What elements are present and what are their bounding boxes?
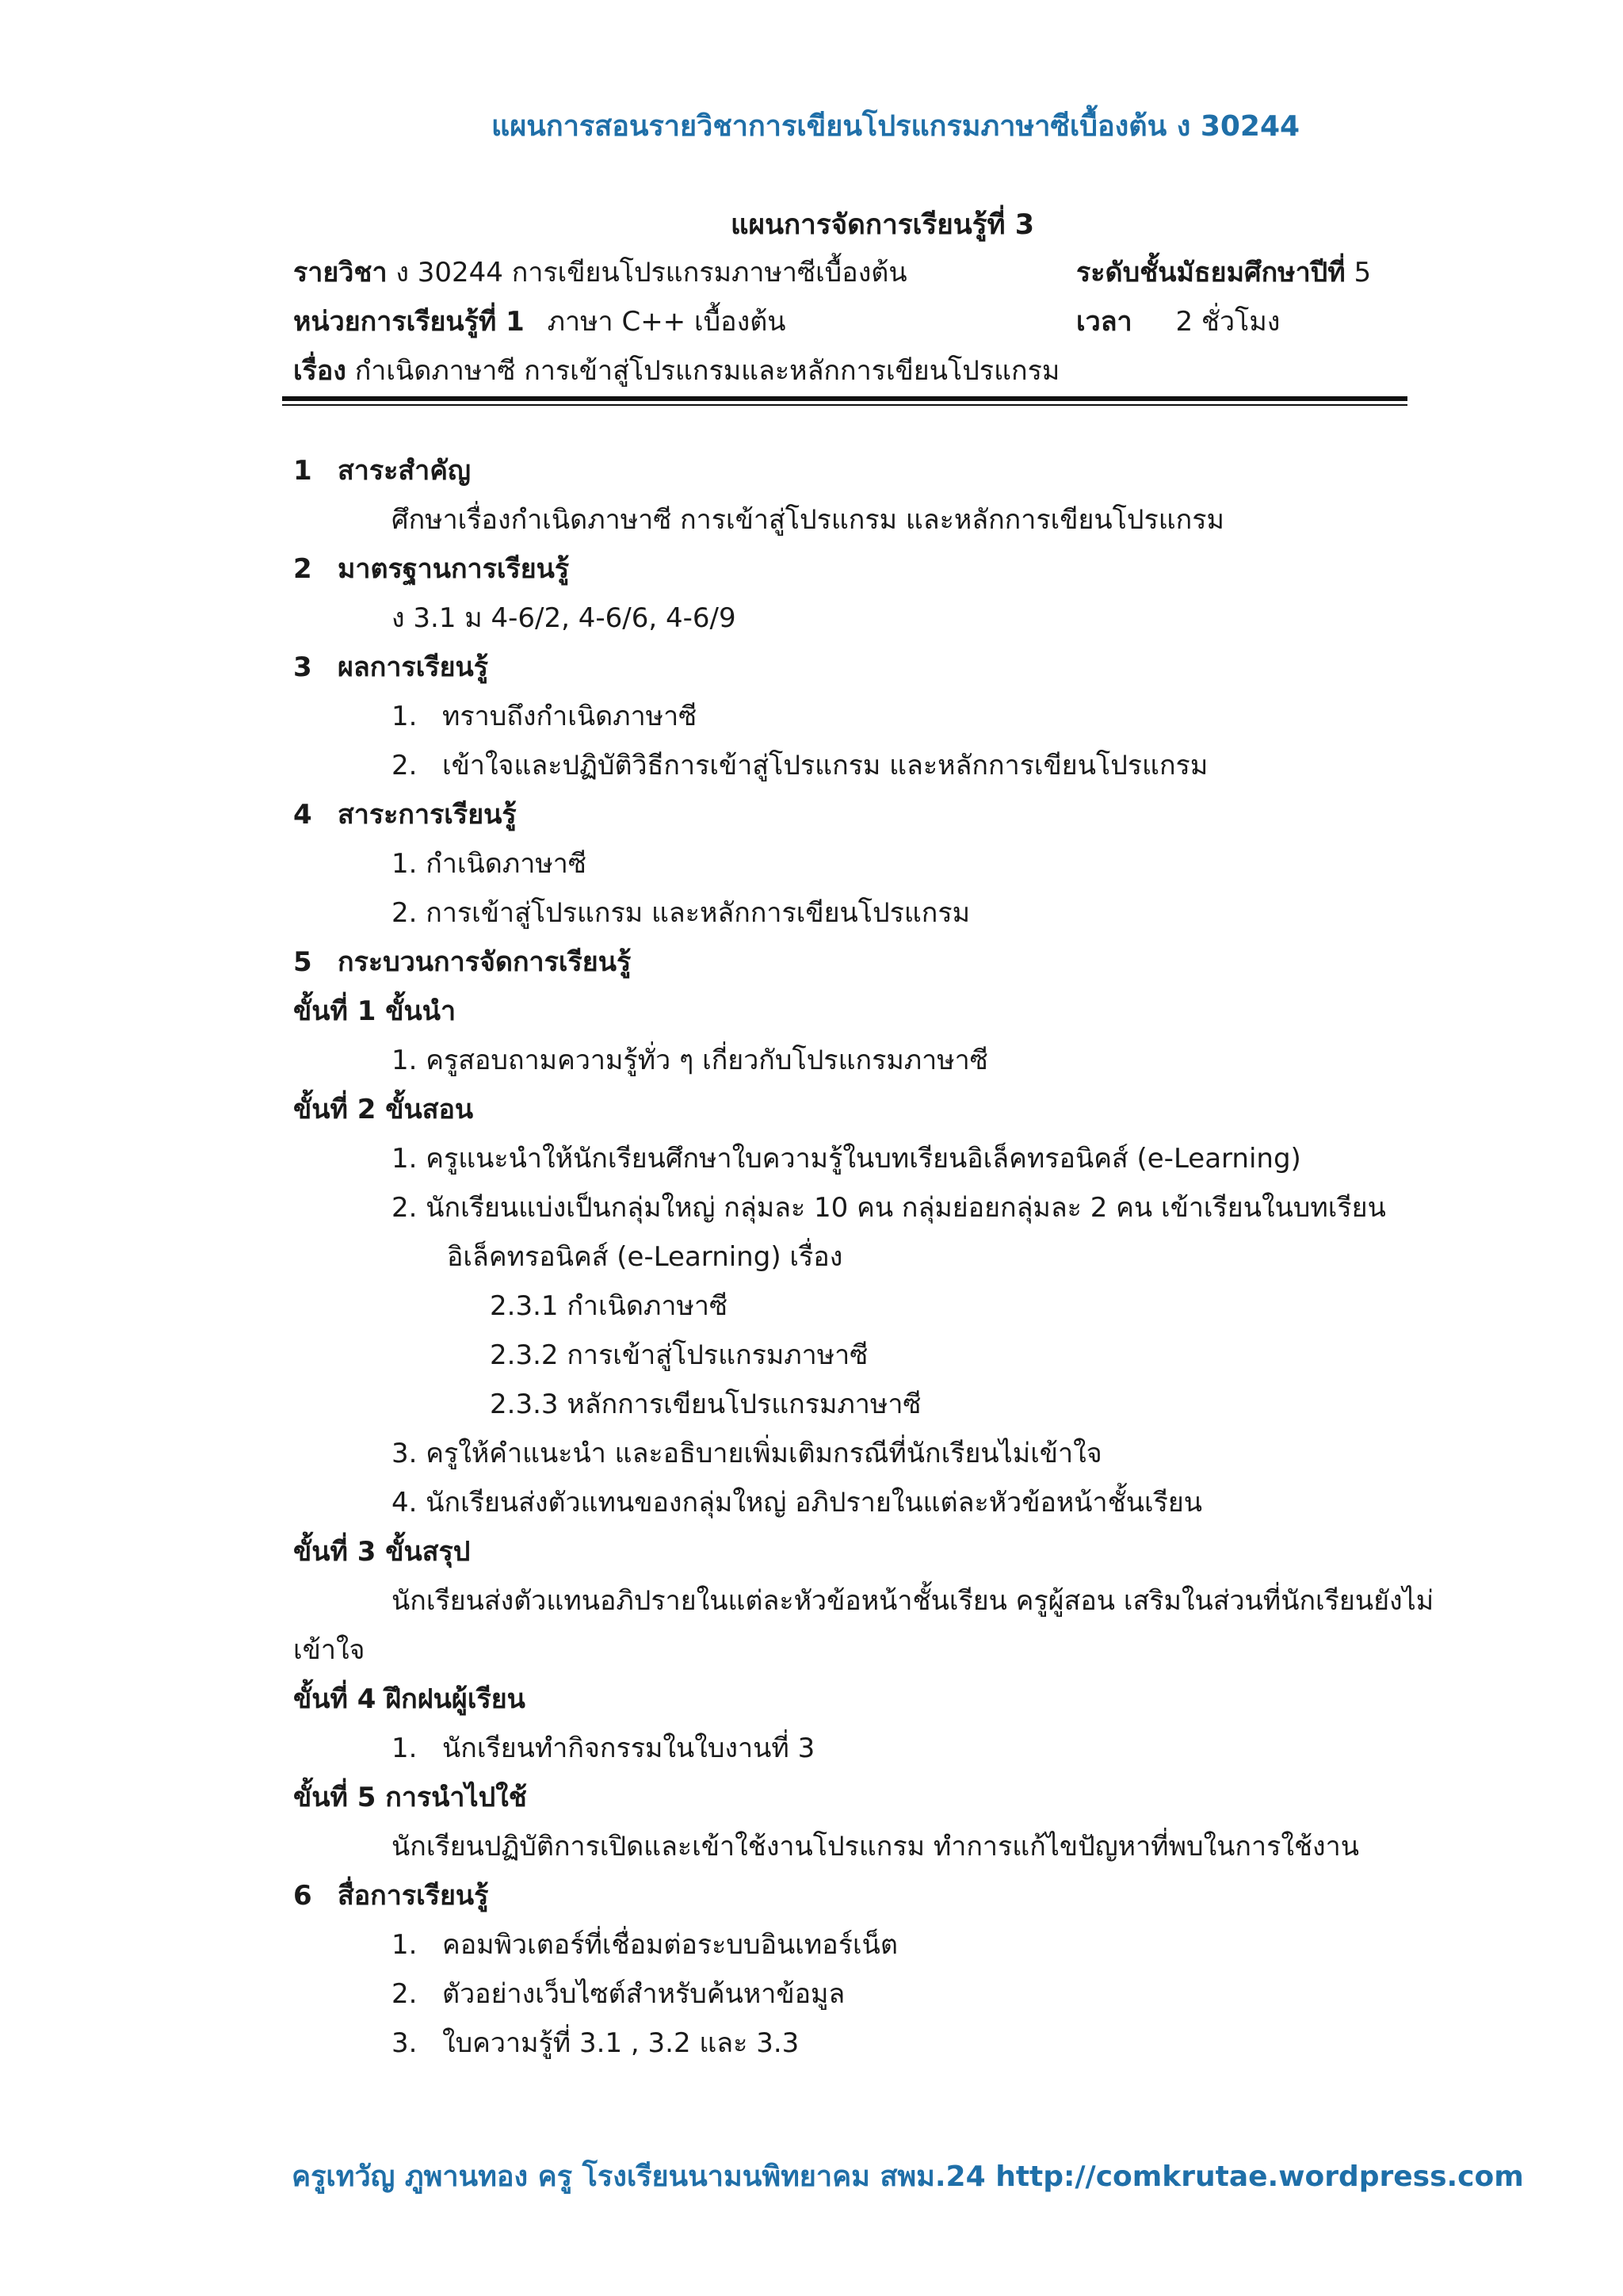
sub-list-item: 2.3.3 หลักการเขียนโปรแกรมภาษาซี (490, 1389, 922, 1420)
sub-list-item: 2.3.2 การเข้าสู่โปรแกรมภาษาซี (490, 1339, 869, 1371)
section-6-number: 6 (293, 1880, 312, 1912)
time-line (1076, 304, 1280, 339)
sub-list-item: 2.3.1 กำเนิดภาษาซี (490, 1290, 728, 1322)
list-item: 1. ครูแนะนำให้นักเรียนศึกษาใบความรู้ในบทเรียนอิเล็คทรอนิคส์ (e-Learning) (391, 1143, 1301, 1175)
list-item: 1. ครูสอบถามความรู้ทั่ว ๆ เกี่ยวกับโปรแกรมภาษาซี (391, 1045, 988, 1076)
section-2-text: ง 3.1 ม 4-6/2, 4-6/6, 4-6/9 (391, 602, 736, 634)
list-item: 1. กำเนิดภาษาซี (391, 848, 586, 880)
header-rule-thick (282, 396, 1407, 401)
list-item: 2. ตัวอย่างเว็บไซต์สำหรับค้นหาข้อมูล (391, 1978, 846, 2010)
section-1-text: ศึกษาเรื่องกำเนิดภาษาซี การเข้าสู่โปรแกรม และหลักการเขียนโปรแกรม (391, 504, 1224, 536)
list-item: 3. ใบความรู้ที่ 3.1 , 3.2 และ 3.3 (391, 2027, 800, 2059)
step-3-title: ขั้นที่ 3 ขั้นสรุป (293, 1536, 471, 1568)
section-5-heading (293, 945, 631, 980)
section-5-number: 5 (293, 946, 312, 978)
level-line (1076, 255, 1371, 290)
section-3-heading (293, 650, 488, 685)
step-3-text-continuation: เข้าใจ (293, 1634, 365, 1666)
list-item: 2. นักเรียนแบ่งเป็นกลุ่มใหญ่ กลุ่มละ 10 คน กลุ่มย่อยกลุ่มละ 2 คน เข้าเรียนในบทเรียน (391, 1192, 1386, 1224)
list-item: 2. เข้าใจและปฏิบัติวิธีการเข้าสู่โปรแกรม และหลักการเขียนโปรแกรม (391, 750, 1209, 781)
step-4-title: ขั้นที่ 4 ฝึกฝนผู้เรียน (293, 1683, 525, 1715)
list-item: 3. ครูให้คำแนะนำ และอธิบายเพิ่มเติมกรณีที่นักเรียนไม่เข้าใจ (391, 1438, 1102, 1469)
section-4-title: สาระการเรียนรู้ (338, 799, 517, 831)
section-1-number: 1 (293, 455, 312, 487)
step-5-text: นักเรียนปฏิบัติการเปิดและเข้าใช้งานโปรแกรม ทำการแก้ไขปัญหาที่พบในการใช้งาน (391, 1831, 1359, 1862)
section-1-title: สาระสำคัญ (338, 455, 471, 487)
header-rule-thin (282, 404, 1407, 406)
step-3-text: นักเรียนส่งตัวแทนอภิปรายในแต่ละหัวข้อหน้าชั้นเรียน ครูผู้สอน เสริมในส่วนที่นักเรียนยังไม่ (391, 1585, 1434, 1617)
section-4-number: 4 (293, 799, 312, 831)
section-2-heading (293, 552, 569, 586)
subject-label: รายวิชา (293, 257, 388, 288)
step-2-title: ขั้นที่ 2 ขั้นสอน (293, 1094, 474, 1125)
list-item: 1. คอมพิวเตอร์ที่เชื่อมต่อระบบอินเทอร์เน็ต (391, 1929, 898, 1961)
list-item: 1. นักเรียนทำกิจกรรมในใบงานที่ 3 (391, 1733, 815, 1764)
list-item: 1. ทราบถึงกำเนิดภาษาซี (391, 701, 697, 732)
time-value: 2 ชั่วโมง (1175, 306, 1281, 338)
section-3-number: 3 (293, 651, 312, 683)
section-6-title: สื่อการเรียนรู้ (338, 1880, 489, 1912)
step-5-title: ขั้นที่ 5 การนำไปใช้ (293, 1782, 527, 1813)
plan-title: แผนการจัดการเรียนรู้ที่ 3 (731, 209, 1035, 241)
unit-value: ภาษา C++ เบื้องต้น (547, 306, 786, 338)
section-2-title: มาตรฐานการเรียนรู้ (338, 553, 570, 585)
section-4-heading (293, 797, 517, 832)
footer-text: ครูเทวัญ ภูพานทอง ครู โรงเรียนนามนพิทยาคม สพม.24 http://comkrutae.wordpress.com (292, 2160, 1524, 2193)
subject-line (293, 255, 907, 290)
subject-value: ง 30244 การเขียนโปรแกรมภาษาซีเบื้องต้น (395, 257, 907, 288)
list-item: 2. การเข้าสู่โปรแกรม และหลักการเขียนโปรแกรม (391, 897, 971, 929)
unit-label: หน่วยการเรียนรู้ที่ 1 (293, 306, 525, 338)
section-5-title: กระบวนการจัดการเรียนรู้ (338, 946, 632, 978)
step-1-title: ขั้นที่ 1 ขั้นนำ (293, 995, 456, 1027)
unit-line (293, 304, 786, 339)
header-title: แผนการสอนรายวิชาการเขียนโปรแกรมภาษาซีเบื้องต้น ง 30244 (491, 110, 1300, 143)
section-1-heading (293, 453, 471, 488)
list-item-continuation: อิเล็คทรอนิคส์ (e-Learning) เรื่อง (447, 1241, 843, 1273)
topic-value: กำเนิดภาษาซี การเข้าสู่โปรแกรมและหลักการเขียนโปรแกรม (354, 355, 1060, 387)
list-item: 4. นักเรียนส่งตัวแทนของกลุ่มใหญ่ อภิปรายในแต่ละหัวข้อหน้าชั้นเรียน (391, 1487, 1203, 1519)
topic-label: เรื่อง (293, 355, 346, 387)
level-value: 5 (1354, 257, 1372, 288)
time-label: เวลา (1076, 306, 1132, 338)
level-label: ระดับชั้นมัธยมศึกษาปีที่ (1076, 257, 1346, 288)
topic-line (293, 353, 1060, 388)
section-2-number: 2 (293, 553, 312, 585)
section-6-heading (293, 1878, 488, 1913)
section-3-title: ผลการเรียนรู้ (338, 651, 489, 683)
